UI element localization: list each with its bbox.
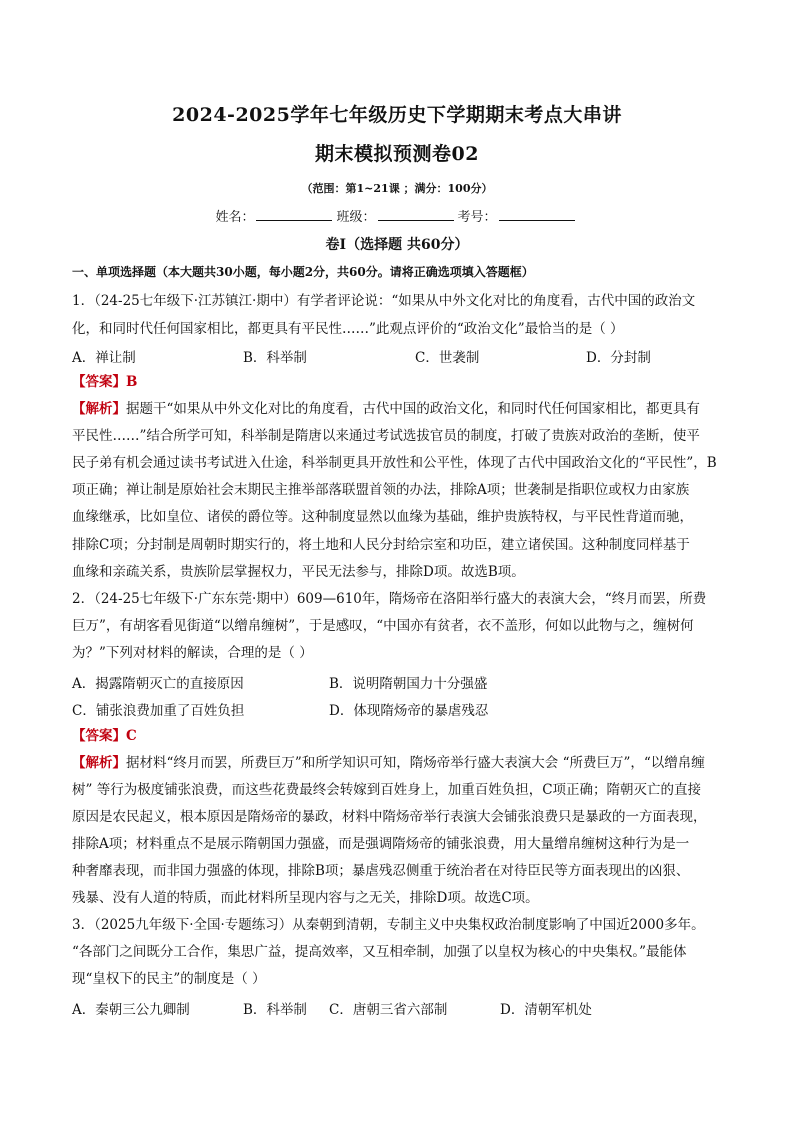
q2-answer-value: C — [126, 728, 137, 744]
number-label: 考号： — [457, 210, 497, 225]
q2-stem-line: 巨万”，有胡客看见街道“以缯帛缠树”，于是感叹，“中国亦有贫者，衣不盖形，何如以此物与之，缠树何 — [72, 618, 694, 634]
q3-stem-line: 3．（2025九年级下·全国·专题练习）从秦朝到清朝，专制主义中央集权政治制度影响了中国近2000多年。 — [72, 917, 705, 933]
name-blank[interactable] — [256, 208, 332, 221]
q3-option-c: C．唐朝三省六部制 — [329, 1002, 448, 1018]
q2-analysis-line: 种奢靡表现，而非国力强盛的体现，排除B项；暴虐残忍侧重于统治者在对待臣民等方面表现出的凶狠、 — [72, 863, 690, 879]
q1-stem-line: 1．（24-25七年级下·江苏镇江·期中）有学者评论说：“如果从中外文化对比的角度看，古代中国的政治文 — [72, 293, 696, 309]
q2-analysis-line: 原因是农民起义，根本原因是隋炀帝的暴政，材料中隋炀帝举行表演大会铺张浪费只是暴政的一方面表现， — [72, 809, 707, 825]
student-info-row — [0, 206, 794, 225]
answer-tag: 【答案】 — [72, 728, 126, 744]
q2-option-c: C．铺张浪费加重了百姓负担 — [72, 703, 245, 719]
q2-analysis-text: 据材料“终月而罢，所费巨万”和所学知识可知，隋炀帝举行盛大表演大会 “所费巨万”，“以缯帛缠 — [126, 755, 705, 771]
q2-stem-line: 为？”下列对材料的解读，合理的是（ ） — [72, 645, 313, 661]
q2-analysis-line: 排除A项；材料重点不是展示隋朝国力强盛，而是强调隋炀帝的铺张浪费，用大量缯帛缠树这种行为是一 — [72, 836, 690, 852]
q1-analysis-line: 排除C项；分封制是周朝时期实行的，将土地和人民分封给宗室和功臣，建立诸侯国。这种制度同样基于 — [72, 537, 690, 553]
q1-analysis-line: 民子弟有机会通过读书考试进入仕途，科举制更具开放性和公平性，体现了古代中国政治文化的“平民性”，B — [72, 455, 717, 471]
name-label: 姓名： — [215, 210, 255, 225]
q1-stem-line: 化，和同时代任何国家相比，都更具有平民性……”此观点评价的“政治文化”最恰当的是（ ） — [72, 321, 624, 337]
q1-analysis-line — [72, 400, 732, 418]
exam-scope: （范围：第1~21课 ；满分：100分） — [301, 182, 493, 195]
q2-answer — [72, 727, 732, 745]
q1-analysis-line: 血缘和亲疏关系，贵族阶层掌握权力，平民无法参与，排除D项。故选B项。 — [72, 564, 525, 580]
number-blank[interactable] — [499, 208, 575, 221]
q3-option-a: A．秦朝三公九卿制 — [72, 1002, 190, 1018]
q1-option-c: C．世袭制 — [415, 350, 480, 366]
q2-option-a: A．揭露隋朝灭亡的直接原因 — [72, 676, 244, 692]
exam-title-line1: 2024-2025学年七年级历史下学期期末考点大串讲 — [172, 104, 622, 126]
analysis-tag: 【解析】 — [72, 401, 126, 417]
class-label: 班级： — [336, 210, 376, 225]
analysis-tag: 【解析】 — [72, 755, 126, 771]
section-heading: 一、单项选择题（本大题共30小题，每小题2分，共60分。请将正确选项填入答题框） — [72, 265, 534, 279]
q2-analysis-line: 树” 等行为极度铺张浪费，而这些花费最终会转嫁到百姓身上，加重百姓负担，C项正确；隋朝灭亡的直接 — [72, 782, 702, 798]
q3-option-b: B．科举制 — [243, 1002, 307, 1018]
q2-option-d: D．体现隋炀帝的暴虐残忍 — [329, 703, 489, 719]
q3-option-d: D．清朝军机处 — [500, 1002, 592, 1018]
answer-tag: 【答案】 — [72, 374, 126, 390]
q1-option-b: B．科举制 — [243, 350, 307, 366]
volume-heading: 卷I（选择题 共60分） — [325, 237, 469, 253]
q3-stem-line: “各部门之间既分工合作，集思广益，提高效率，又互相牵制，加强了以皇权为核心的中央集权。”最能体 — [72, 944, 687, 960]
q2-analysis-line: 残暴、没有人道的特质，而此材料所呈现内容与之无关，排除D项。故选C项。 — [72, 890, 539, 906]
q1-analysis-line: 血缘继承，比如皇位、诸侯的爵位等。这种制度显然以血缘为基础，维护贵族特权，与平民性背道而驰， — [72, 509, 693, 525]
q2-option-b: B．说明隋朝国力十分强盛 — [329, 676, 488, 692]
q2-stem-line: 2．（24-25七年级下·广东东莞·期中）609—610年，隋炀帝在洛阳举行盛大的表演大会，“终月而罢，所费 — [72, 591, 707, 607]
exam-title-line2: 期末模拟预测卷02 — [315, 143, 479, 165]
q1-answer — [72, 373, 732, 391]
q1-option-a: A．禅让制 — [72, 350, 136, 366]
q1-analysis-line: 项正确；禅让制是原始社会末期民主推举部落联盟首领的办法，排除A项；世袭制是指职位或权力由家族 — [72, 482, 690, 498]
q1-option-d: D．分封制 — [586, 350, 651, 366]
q1-analysis-line: 平民性……”结合所学可知，科举制是隋唐以来通过考试选拔官员的制度，打破了贵族对政治的垄断，使平 — [72, 428, 700, 444]
q3-stem-line: 现“皇权下的民主”的制度是（ ） — [72, 971, 266, 987]
q1-analysis-text: 据题干“如果从中外文化对比的角度看，古代中国的政治文化，和同时代任何国家相比，都更具有 — [126, 401, 700, 417]
q1-answer-value: B — [126, 374, 138, 390]
class-blank[interactable] — [378, 208, 454, 221]
q2-analysis-line — [72, 754, 732, 772]
